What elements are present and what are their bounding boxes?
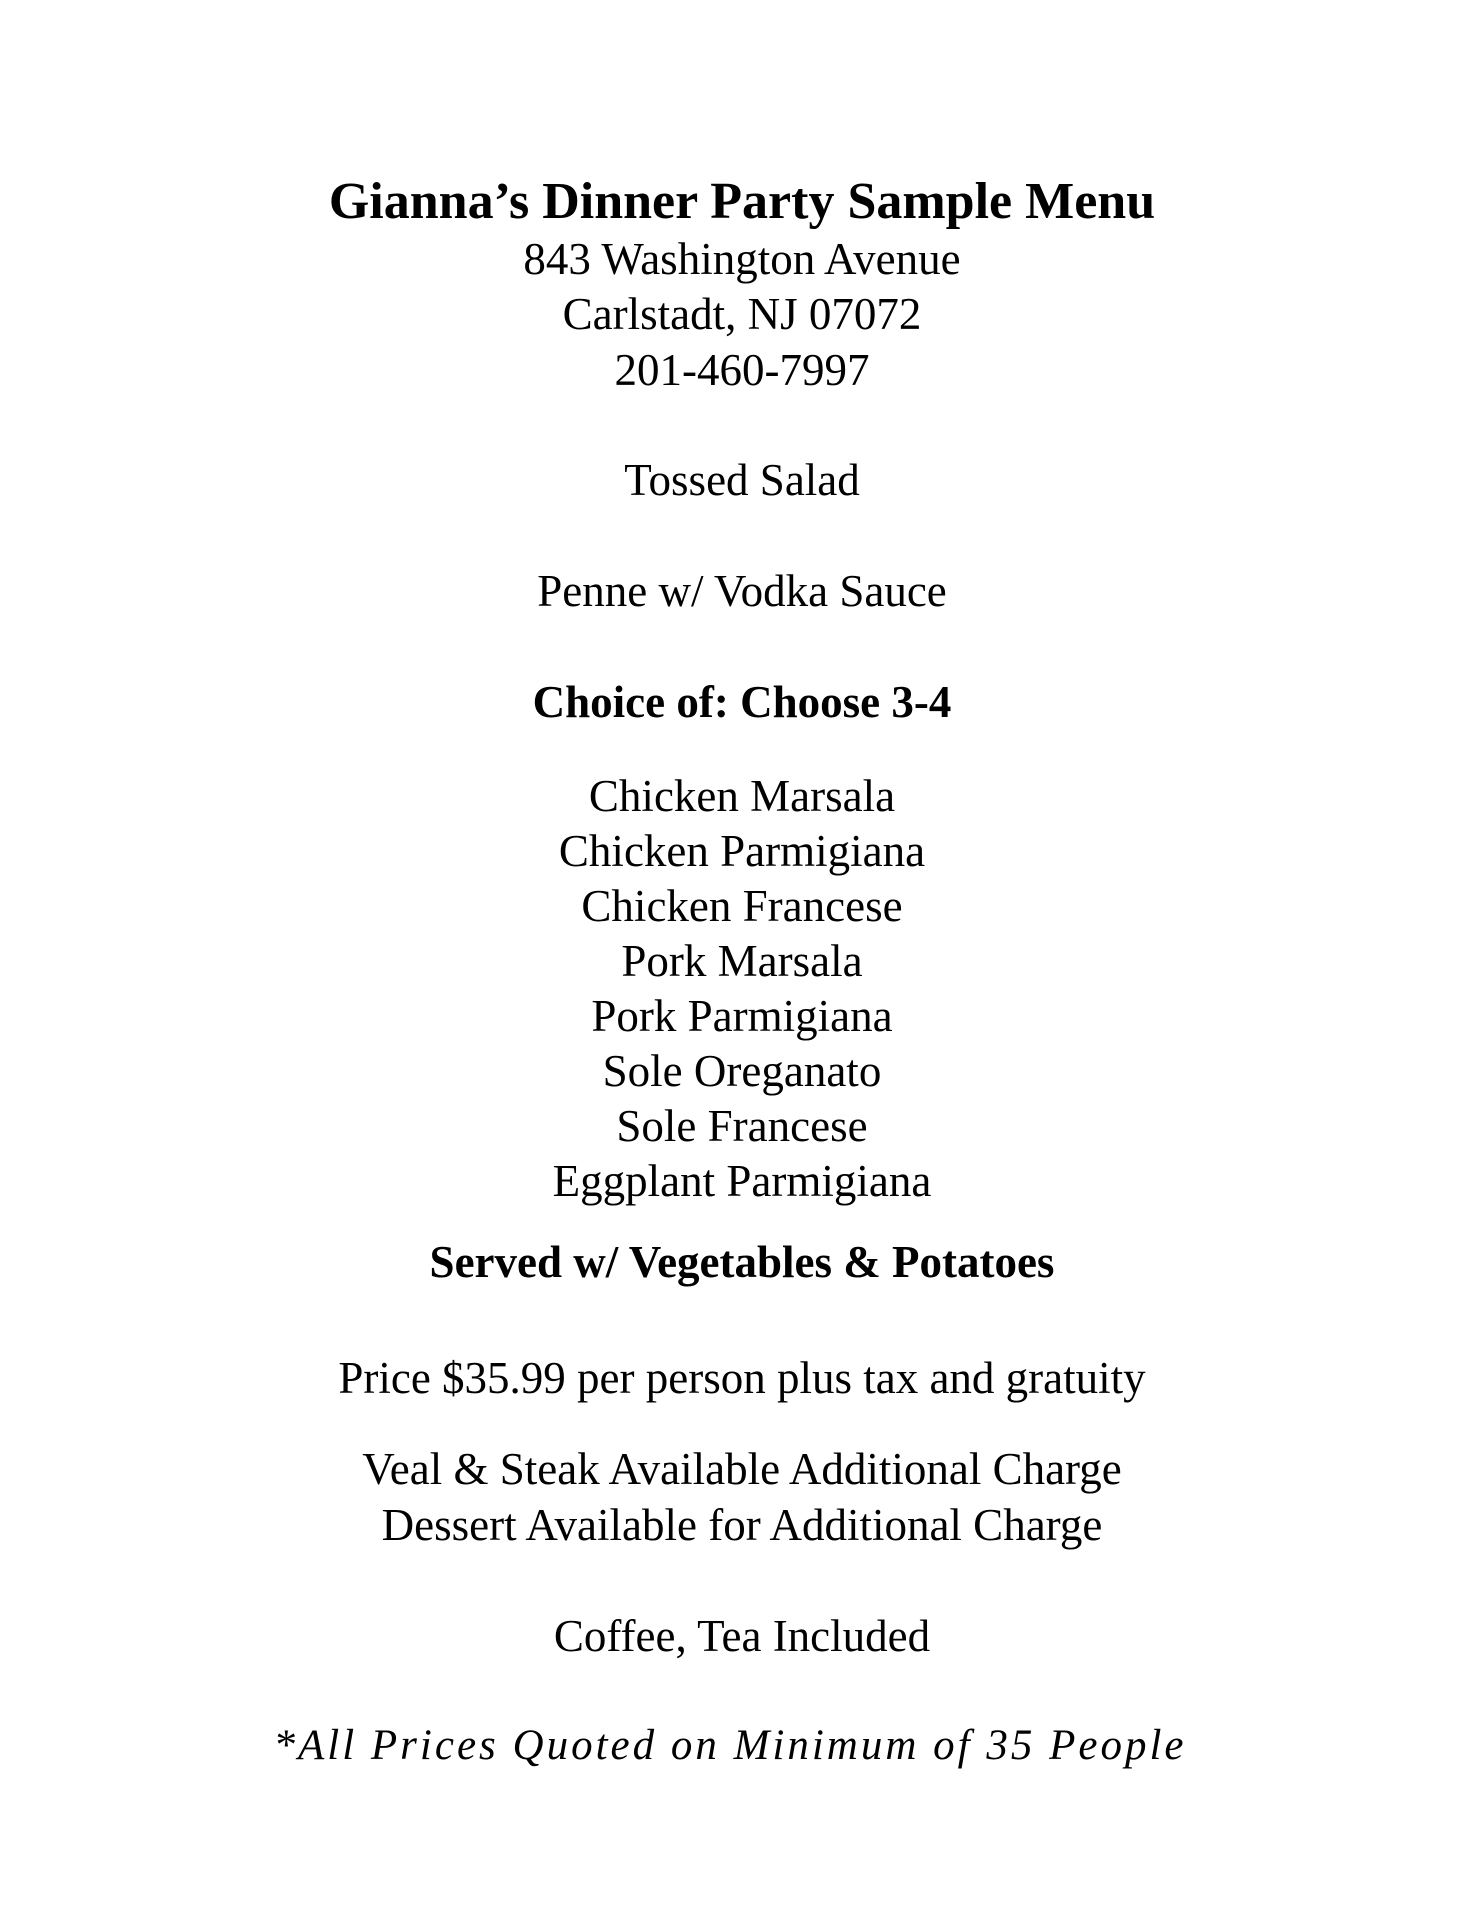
list-item: Chicken Marsala bbox=[588, 771, 896, 821]
address-city: Carlstadt, NJ 07072 bbox=[562, 289, 922, 339]
served-with-note: Served w/ Vegetables & Potatoes bbox=[429, 1237, 1055, 1287]
entree-list bbox=[0, 771, 1484, 1214]
menu-title: Gianna’s Dinner Party Sample Menu bbox=[328, 173, 1156, 230]
list-item: Sole Francese bbox=[616, 1101, 868, 1151]
minimum-note: *All Prices Quoted on Minimum of 35 People bbox=[273, 1722, 1187, 1769]
beverages-note: Coffee, Tea Included bbox=[553, 1611, 931, 1661]
course-pasta: Penne w/ Vodka Sauce bbox=[537, 566, 947, 616]
list-item: Pork Marsala bbox=[621, 936, 863, 986]
address-street: 843 Washington Avenue bbox=[523, 234, 961, 284]
list-item: Chicken Parmigiana bbox=[558, 826, 926, 876]
veal-steak-note: Veal & Steak Available Additional Charge bbox=[362, 1444, 1122, 1494]
price-line: Price $35.99 per person plus tax and gratuity bbox=[338, 1353, 1146, 1403]
list-item: Sole Oreganato bbox=[602, 1046, 882, 1096]
list-item: Eggplant Parmigiana bbox=[552, 1156, 932, 1206]
choice-heading: Choice of: Choose 3-4 bbox=[532, 677, 952, 727]
dessert-note: Dessert Available for Additional Charge bbox=[381, 1500, 1103, 1550]
course-salad: Tossed Salad bbox=[624, 455, 860, 505]
list-item: Chicken Francese bbox=[581, 881, 903, 931]
phone-number: 201-460-7997 bbox=[614, 345, 870, 395]
list-item: Pork Parmigiana bbox=[591, 991, 893, 1041]
